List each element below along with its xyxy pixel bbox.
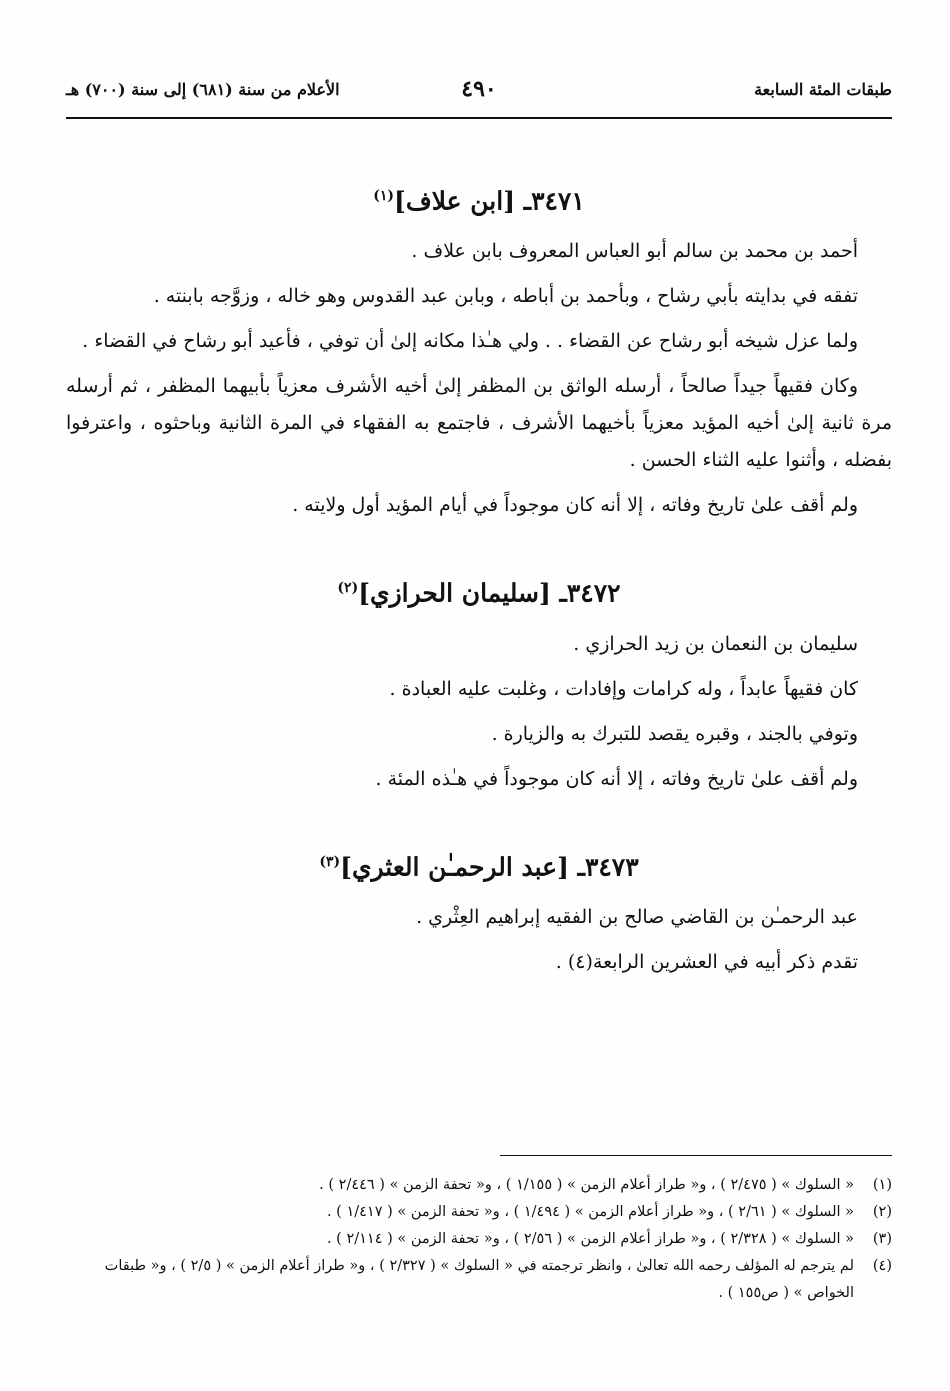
footnote	[66, 1199, 892, 1226]
footnote-number: (٢)	[872, 1204, 892, 1220]
footnotes	[66, 1172, 892, 1307]
paragraph: كان فقيهاً عابداً ، وله كرامات وإفادات ، وغلبت عليه العبادة .	[389, 677, 858, 700]
paragraph: تفقه في بدايته بأبي رشاح ، وبأحمد بن أباطه ، وبابن عبد القدوس وهو خاله ، وزوَّجه بابنته .	[153, 285, 858, 308]
footnote-ref: (١)	[373, 188, 394, 204]
footnote	[66, 1226, 892, 1253]
footnote-text: « السلوك » ( ٢/٦١ ) ، و« طراز أعلام الزمن » ( ١/٤٩٤ ) ، و« تحفة الزمن » ( ١/٤١٧ ) .	[326, 1204, 854, 1220]
header-divider	[66, 117, 892, 119]
paragraph: ولما عزل شيخه أبو رشاح عن القضاء . . ولي هـٰذا مكانه إلىٰ أن توفي ، فأعيد أبو رشاح في القضاء .	[82, 330, 858, 353]
entry-title	[66, 566, 892, 615]
paragraph: وتوفي بالجند ، وقبره يقصد للتبرك به والزيارة .	[491, 722, 858, 745]
paragraph: عبد الرحمـٰن بن القاضي صالح بن الفقيه إبراهيم العِثْري .	[416, 905, 858, 928]
entry-title-text: ٣٤٧٣ـ [عبد الرحمـٰن العثري]	[340, 851, 639, 881]
footnote-ref: (٣)	[319, 853, 341, 870]
footnote-number: (٤)	[872, 1258, 892, 1274]
header-section-title: طبقات المئة السابعة	[754, 80, 892, 99]
footnote-text: « السلوك » ( ٢/٣٢٨ ) ، و« طراز أعلام الزمن » ( ٢/٥٦ ) ، و« تحفة الزمن » ( ٢/١١٤ ) .	[326, 1231, 854, 1247]
footnote	[66, 1172, 892, 1199]
paragraph: أحمد بن محمد بن سالم أبو العباس المعروف بابن علاف .	[411, 240, 858, 263]
paragraph: ولم أقف علىٰ تاريخ وفاته ، إلا أنه كان موجوداً في هـٰذه المئة .	[375, 767, 858, 790]
entry-title	[66, 840, 892, 889]
main-text	[66, 170, 892, 989]
paragraph: سليمان بن النعمان بن زيد الحرازي .	[573, 632, 858, 655]
page-number: ٤٩٠	[461, 76, 497, 102]
page-header	[66, 76, 892, 114]
entry-title-text: ٣٤٧٢ـ [سليمان الحرازي]	[358, 578, 621, 608]
footnote-text: لم يترجم له المؤلف رحمه الله تعالىٰ ، وانظر ترجمته في « السلوك » ( ٢/٣٢٧ ) ، و« طراز أعلام الزمن » ( ٢/٥ ) ، و« طبقات الخواص » ( ص١٥٥ ) .	[104, 1258, 854, 1301]
paragraph: تقدم ذكر أبيه في العشرين الرابعة(٤) .	[555, 950, 858, 973]
footnote-divider	[500, 1155, 892, 1156]
paragraph: وكان فقيهاً جيداً صالحاً ، أرسله الواثق بن المظفر إلىٰ أخيه الأشرف معزياً بأبيهما المظفر ، ثم أرسله مرة ثانية إلىٰ أخيه المؤيد معزياً بأخيهما الأشرف ، فاجتمع به الفقهاء في المرة الثانية وباحثوه ، واعترفوا بفضله ، وأثنوا عليه الثناء الحسن .	[66, 375, 892, 472]
footnote-text: « السلوك » ( ٢/٤٧٥ ) ، و« طراز أعلام الزمن » ( ١/١٥٥ ) ، و« تحفة الزمن » ( ٢/٤٤٦ ) .	[319, 1177, 854, 1193]
header-range-title: الأعلام من سنة (٦٨١) إلى سنة (٧٠٠) هـ	[66, 80, 340, 99]
footnote-number: (١)	[872, 1177, 892, 1193]
entry-title-text: ٣٤٧١ـ [ابن علاف]	[393, 186, 585, 216]
footnote-ref: (٢)	[337, 580, 359, 597]
entry-title	[66, 174, 892, 223]
footnote-number: (٣)	[872, 1231, 892, 1247]
footnote	[66, 1253, 892, 1307]
paragraph: ولم أقف علىٰ تاريخ وفاته ، إلا أنه كان موجوداً في أيام المؤيد أول ولايته .	[292, 494, 858, 517]
